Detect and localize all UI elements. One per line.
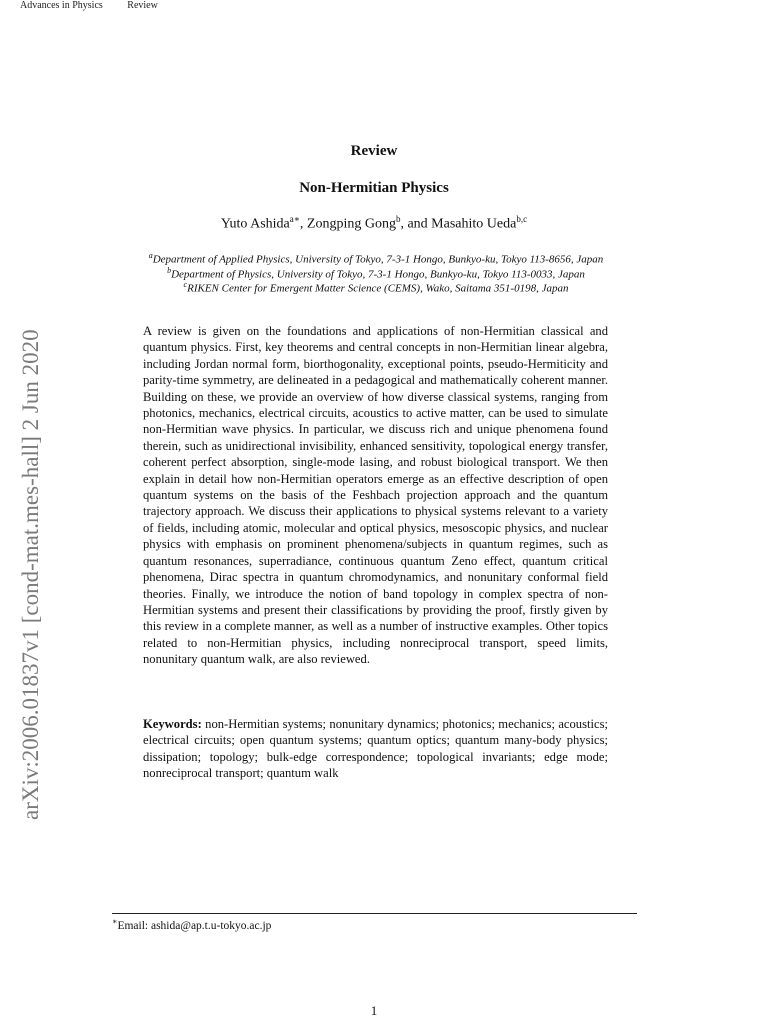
- affiliation-c: [0, 278, 752, 296]
- author-name: Yuto Ashida: [220, 216, 290, 232]
- author-name: Zongping Gong: [306, 216, 396, 232]
- footnote-email: Email: ashida@ap.t.u-tokyo.ac.jp: [117, 919, 272, 932]
- abstract: A review is given on the foundations and applications of non-Hermitian classical and quantum physics. First, key theorems and central concepts in non-Hermitian linear algebra, including Jordan normal form, biorthogonality, exceptional points, pseudo-Hermiticity and parity-time symmetry, are delineated in a pedagogical and mathematically coherent manner. Building on these, we provide an overview of how diverse classical systems, ranging from photonics, mechanics, electrical circuits, acoustics to active matter, can be used to simulate non-Hermitian wave physics. In particular, we discuss rich and unique phenomena found therein, such as unidirectional invisibility, enhanced sensitivity, topological energy transfer, coherent perfect absorption, single-mode lasing, and robust biological transport. We then explain in detail how non-Hermitian operators emerge as an effective description of open quantum systems on the basis of the Feshbach projection approach and the quantum trajectory approach. We discuss their applications to physical systems relevant to a variety of fields, including atomic, molecular and optical physics, mesoscopic physics, and nuclear physics with emphasis on prominent phenomena/subjects in quantum regimes, such as quantum resonances, superradiance, continuous quantum Zeno effect, quantum critical phenomena, Dirac spectra in quantum chromodynamics, and nonunitary conformal field theories. Finally, we introduce the notion of band topology in complex spectra of non-Hermitian systems and present their classifications by providing the proof, firstly given by this review in a complete manner, as well as a number of instructive examples. Other topics related to non-Hermitian physics, including nonreciprocal transport, speed limits, nonunitary quantum walk, are also reviewed.: [143, 324, 608, 667]
- paper-title: Non-Hermitian Physics: [299, 180, 449, 196]
- author-affil-mark: a∗: [289, 214, 300, 224]
- author-separator: ,: [299, 216, 307, 232]
- footnote: [112, 917, 271, 932]
- affiliation-text: Department of Physics, University of Tokyo, 7-3-1 Hongo, Bunkyo-ku, Tokyo 113-0033, Japan: [171, 268, 585, 281]
- affiliation-text: Department of Applied Physics, University of Tokyo, 7-3-1 Hongo, Bunkyo-ku, Tokyo 113-8656, Japan: [152, 253, 604, 266]
- footnote-mark: ∗: [112, 917, 118, 926]
- keywords: [143, 716, 608, 782]
- affiliation-mark: a: [148, 251, 153, 260]
- author-affil-mark: b: [395, 214, 401, 224]
- running-head: [20, 0, 180, 12]
- author-list: [0, 214, 748, 233]
- keywords-label: Keywords:: [143, 717, 202, 731]
- author-separator: , and: [400, 216, 432, 232]
- page-number: 1: [370, 1003, 378, 1018]
- author-name: Masahito Ueda: [431, 216, 517, 232]
- section-name: Review: [127, 0, 158, 11]
- article-type: Review: [350, 143, 398, 159]
- arxiv-identifier: arXiv:2006.01837v1 [cond-mat.mes-hall] 2 Jun 2020: [18, 329, 43, 820]
- affiliation-mark: b: [167, 266, 172, 275]
- author-affil-mark: b,c: [516, 214, 528, 224]
- affiliation-mark: c: [183, 280, 188, 289]
- keywords-text: non-Hermitian systems; nonunitary dynamics; photonics; mechanics; acoustics; electrical circuits; open quantum systems; quantum optics; quantum many-body physics; dissipation; topology; bulk-edge correspondence; topological invariants; edge mode; nonreciprocal transport; quantum walk: [143, 717, 608, 781]
- journal-name: Advances in Physics: [20, 0, 103, 11]
- footnote-divider: [112, 913, 637, 914]
- affiliation-text: RIKEN Center for Emergent Matter Science (CEMS), Wako, Saitama 351-0198, Japan: [187, 282, 569, 295]
